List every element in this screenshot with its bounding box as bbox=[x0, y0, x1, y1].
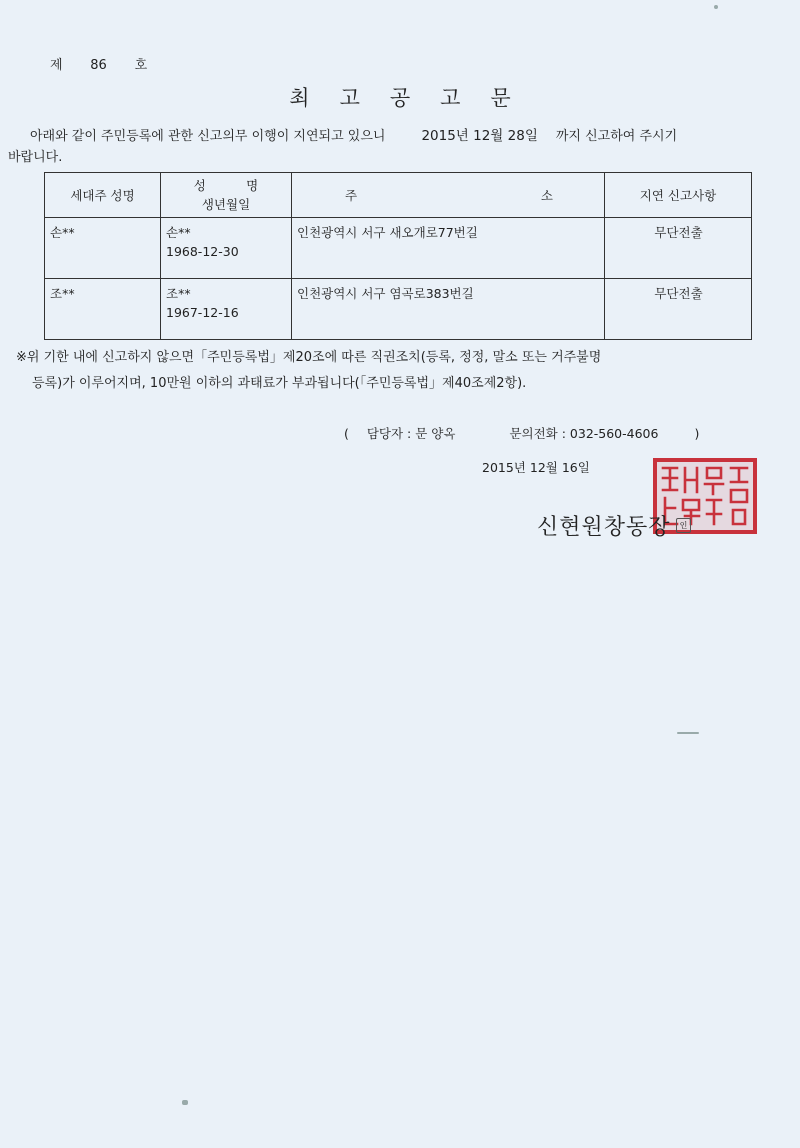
table-row bbox=[45, 279, 752, 340]
cell-address: 인천광역시 서구 염곡로383번길 bbox=[292, 279, 605, 340]
intro-text: 아래와 같이 주민등록에 관한 신고의무 이행이 지연되고 있으니 bbox=[30, 129, 386, 144]
header-address bbox=[292, 173, 605, 218]
cell-name: 조** bbox=[166, 286, 191, 301]
paper-speck bbox=[714, 5, 718, 9]
intro-line-2: 바랍니다. bbox=[8, 150, 63, 165]
header-addr-a: 주 bbox=[345, 188, 358, 203]
document-number bbox=[50, 54, 147, 73]
table-header-row bbox=[45, 173, 752, 218]
contact-line bbox=[344, 424, 699, 442]
cell-name-birth bbox=[161, 218, 292, 279]
number-value: 86 bbox=[90, 58, 107, 73]
contact-open-paren: ( bbox=[344, 426, 349, 441]
contact-manager: 담당자 : 문 양옥 bbox=[366, 426, 456, 441]
cell-reason: 무단전출 bbox=[605, 218, 752, 279]
header-name-birth bbox=[161, 173, 292, 218]
paper-speck bbox=[182, 1100, 188, 1105]
header-name-a: 성 bbox=[193, 178, 206, 193]
notice-note-line-2: 등록)가 이루어지며, 10만원 이하의 과태료가 부과됩니다(「주민등록법」제40조제2항). bbox=[32, 376, 527, 391]
header-householder: 세대주 성명 bbox=[45, 173, 161, 218]
cell-householder: 조** bbox=[45, 279, 161, 340]
header-reason: 지연 신고사항 bbox=[605, 173, 752, 218]
page-title: 최고공고문 bbox=[289, 86, 541, 110]
number-prefix: 제 bbox=[50, 58, 63, 73]
seal-mark-label: 인 bbox=[676, 518, 691, 533]
cell-reason: 무단전출 bbox=[605, 279, 752, 340]
cell-birth: 1968-12-30 bbox=[166, 244, 239, 259]
cell-address: 인천광역시 서구 새오개로77번길 bbox=[292, 218, 605, 279]
notice-note-line-1: ※위 기한 내에 신고하지 않으면「주민등록법」제20조에 따른 직권조치(등록, 정정, 말소 또는 거주불명 bbox=[16, 350, 602, 365]
header-addr-b: 소 bbox=[540, 188, 553, 203]
number-suffix: 호 bbox=[134, 58, 148, 73]
intro-tail: 까지 신고하여 주시기 bbox=[555, 129, 678, 144]
cell-name: 손** bbox=[166, 225, 191, 240]
header-birth: 생년월일 bbox=[201, 197, 251, 212]
cell-birth: 1967-12-16 bbox=[166, 305, 239, 320]
intro-line bbox=[30, 124, 677, 144]
contact-close-paren: ) bbox=[694, 426, 700, 441]
notice-table bbox=[44, 172, 752, 340]
header-name-b: 명 bbox=[246, 178, 259, 193]
deadline-date: 2015년 12월 28일 bbox=[421, 128, 538, 144]
cell-householder: 손** bbox=[45, 218, 161, 279]
table-row bbox=[45, 218, 752, 279]
paper-speck bbox=[677, 732, 699, 734]
signer-title: 신현원창동장 bbox=[537, 515, 671, 540]
contact-phone: 문의전화 : 032-560-4606 bbox=[509, 426, 659, 441]
issue-date: 2015년 12월 16일 bbox=[482, 460, 590, 475]
cell-name-birth bbox=[161, 279, 292, 340]
